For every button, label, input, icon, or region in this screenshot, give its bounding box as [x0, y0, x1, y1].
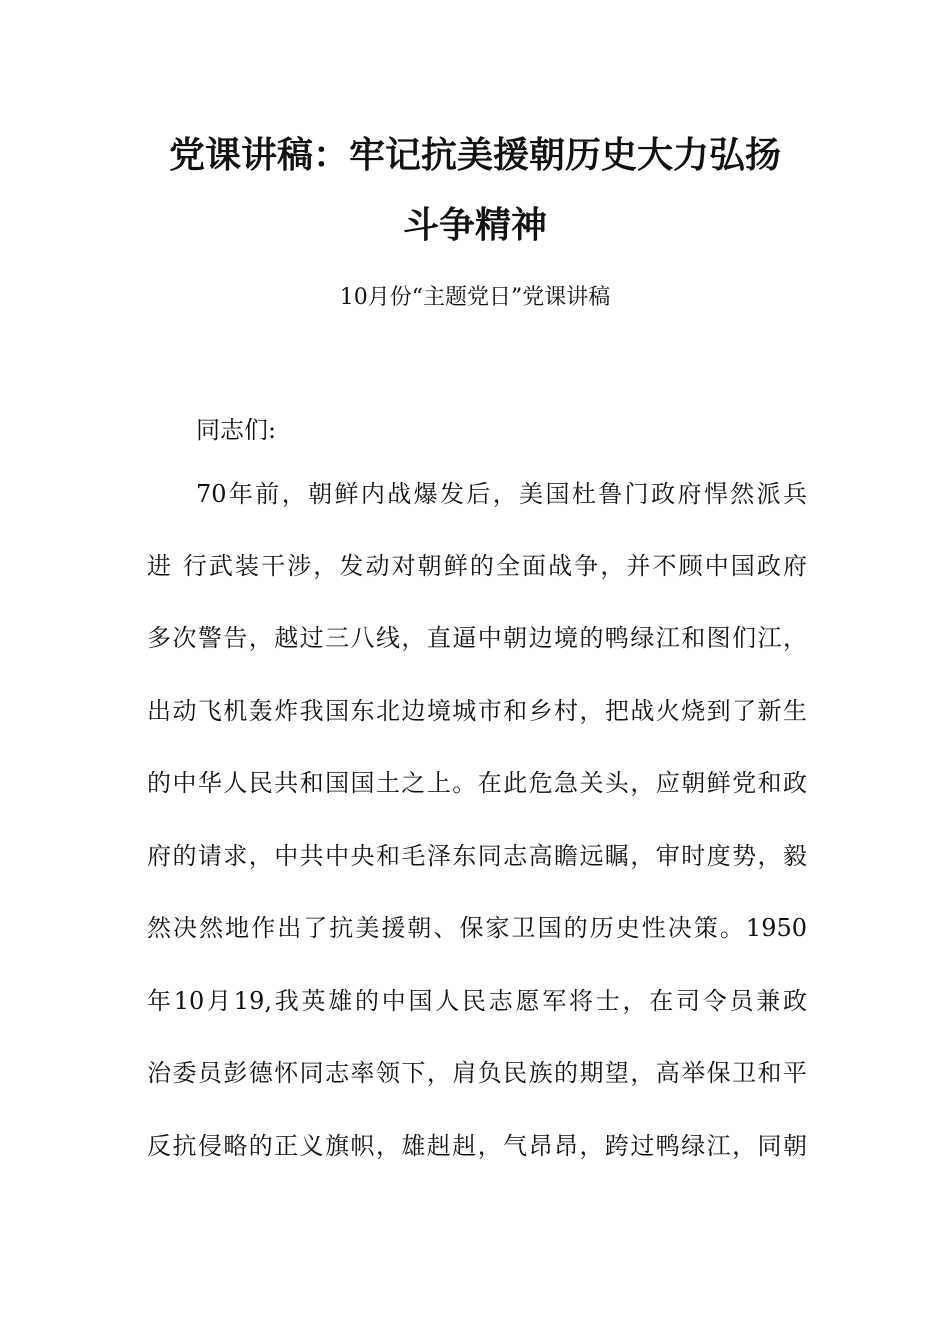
salutation: 同志们: — [196, 416, 277, 444]
body-line: 70年前，朝鲜内战爆发后，美国杜鲁门政府悍然派兵 — [196, 480, 807, 508]
body-line: 年10月19,我英雄的中国人民志愿军将士，在司令员兼政 — [147, 987, 807, 1015]
body-line: 出动飞机轰炸我国东北边境城市和乡村，把战火烧到了新生 — [147, 697, 807, 725]
body-line: 反抗侵略的正义旗帜，雄赳赳，气昂昂，跨过鸭绿江，同朝 — [147, 1132, 807, 1160]
body-line: 府的请求，中共中央和毛泽东同志高瞻远瞩，审时度势，毅 — [147, 842, 807, 870]
body-line: 然决然地作出了抗美援朝、保家卫国的历史性决策。1950 — [147, 914, 807, 942]
document-title-line-2: 斗争精神 — [402, 205, 547, 246]
body-line: 的中华人民共和国国土之上。在此危急关头，应朝鲜党和政 — [147, 769, 807, 797]
document-subtitle: 10月份“主题党日”党课讲稿 — [339, 285, 611, 310]
body-line: 进 行武装干涉，发动对朝鲜的全面战争，并不顾中国政府 — [147, 552, 807, 580]
body-line: 治委员彭德怀同志率领下，肩负民族的期望，高举保卫和平 — [147, 1059, 807, 1087]
document-title-line-1: 党课讲稿：牢记抗美援朝历史大力弘扬 — [168, 135, 781, 176]
body-line: 多次警告，越过三八线，直逼中朝边境的鸭绿江和图们江， — [147, 624, 807, 652]
